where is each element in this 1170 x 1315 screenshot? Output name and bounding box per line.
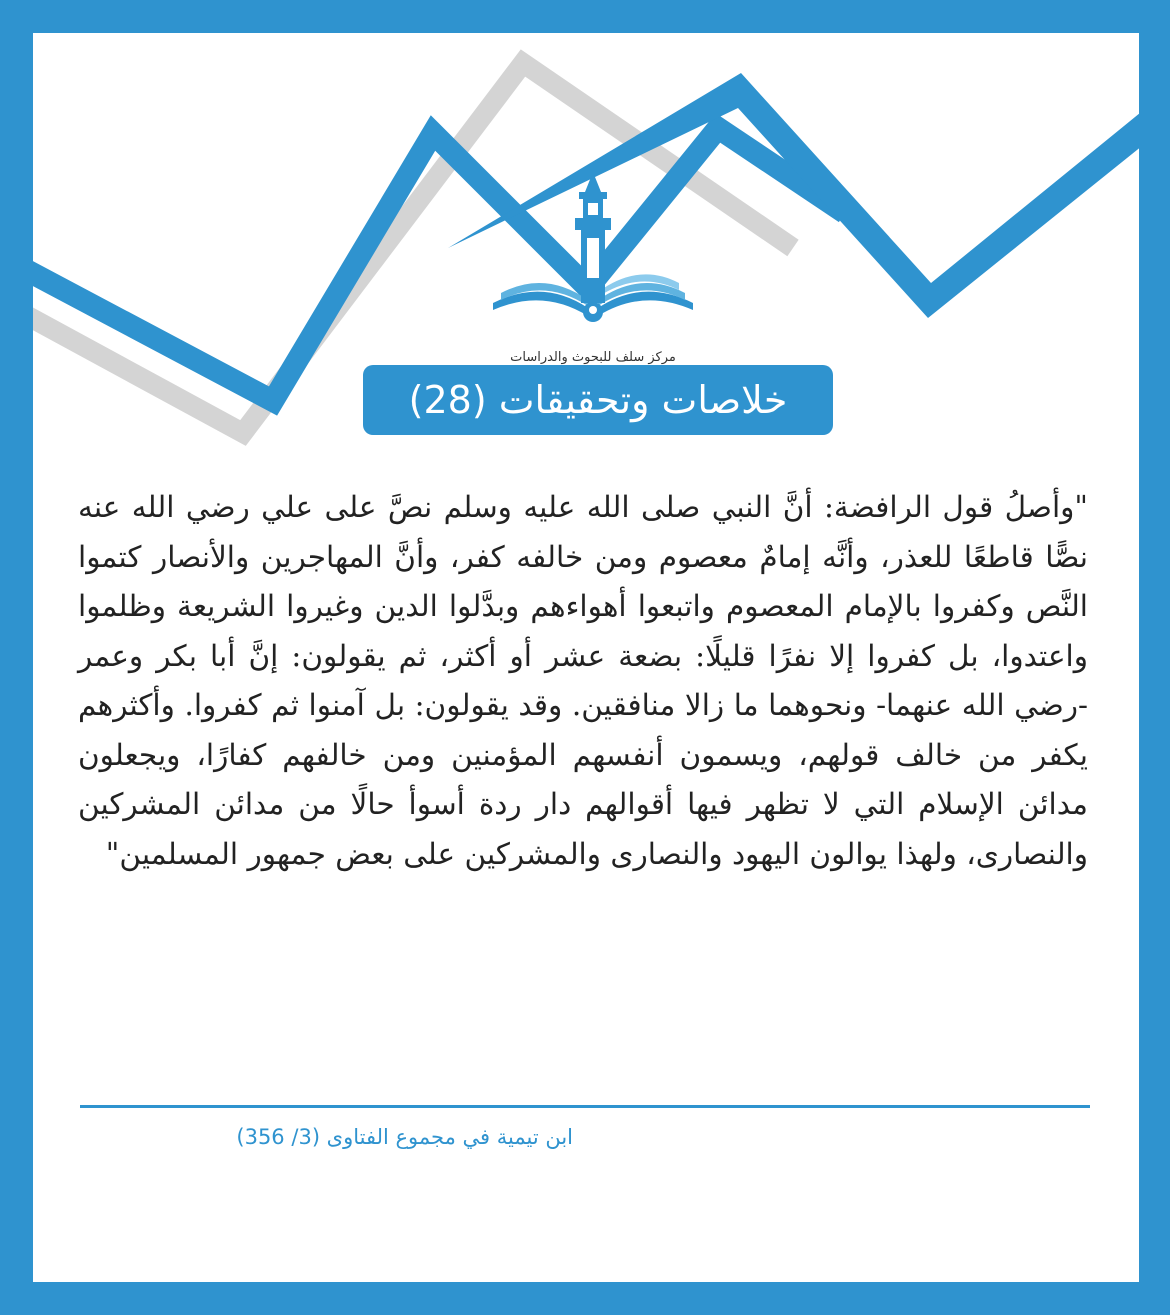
minaret-book-icon [473,158,713,348]
brand-logo [473,158,713,388]
brand-name: مركز سلف للبحوث والدراسات [510,350,676,365]
divider [80,1105,1090,1108]
content-card [33,33,1139,1282]
quote-text: "وأصلُ قول الرافضة: أنَّ النبي صلى الله عليه وسلم نصَّ على علي رضي الله عنه نصًّا قاطعًا للعذر، وأنَّه إمامٌ معصوم ومن خالفه كفر، وأنَّ المهاجرين والأنصار كتموا النَّص وكفروا بالإمام المعصوم واتبعوا أهواءهم وبدَّلوا الدين وغيروا الشريعة وظلموا واعتدوا، بل كفروا إلا نفرًا قليلًا: بضعة عشر أو أكثر، ثم يقولون: إنَّ أبا بكر وعمر -رضي الله عنهما- ونحوهما ما زالا منافقين. وقد يقولون: بل آمنوا ثم كفروا. وأكثرهم يكفر من خالف قولهم، ويسمون أنفسهم المؤمنين ومن خالفهم كفارًا، ويجعلون مدائن الإسلام التي لا تظهر فيها أقوالهم دار ردة أسوأ حالًا من مدائن المشركين والنصارى، ولهذا يوالون اليهود والنصارى والمشركين على بعض جمهور المسلمين" [78,490,1088,871]
page-title: خلاصات وتحقيقات (28) [363,365,833,435]
source-citation: ابن تيمية في مجموع الفتاوى (3/ 356) [236,1125,573,1149]
